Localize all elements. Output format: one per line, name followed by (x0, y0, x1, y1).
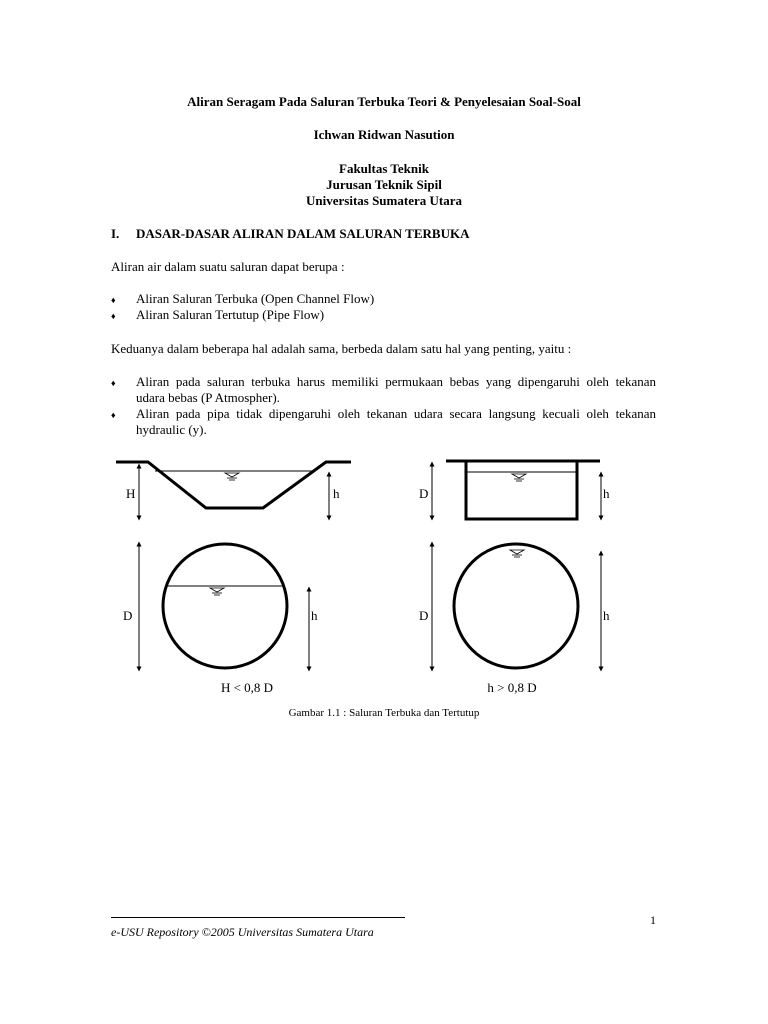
pipe-near-full-flow (419, 544, 610, 669)
condition-right: h > 0,8 D (487, 680, 537, 695)
page-number: 1 (650, 913, 656, 927)
rectangle-channel (419, 461, 610, 519)
label-D: D (419, 486, 429, 501)
footer-rule (111, 917, 405, 918)
paper-title: Aliran Seragam Pada Saluran Terbuka Teori & Penyelesaian Soal-Soal (187, 94, 581, 109)
section-number: I. (111, 226, 120, 241)
faculty: Fakultas Teknik (339, 161, 429, 176)
comparison-paragraph: Keduanya dalam beberapa hal adalah sama, berbeda dalam satu hal yang penting, yaitu : (111, 341, 572, 356)
label-D: D (123, 608, 133, 623)
intro-paragraph: Aliran air dalam suatu saluran dapat berupa : (111, 259, 345, 274)
water-surface-icon (225, 473, 239, 480)
list-item-line: Aliran pada pipa tidak dipengaruhi oleh tekanan udara secara langsung kecuali oleh tekanan (136, 406, 656, 421)
bullet-icon: ♦ (111, 295, 116, 305)
figure-caption: Gambar 1.1 : Saluran Terbuka dan Tertutup (288, 707, 480, 719)
list-item-line: udara bebas (P Atmospher). (136, 390, 280, 405)
department: Jurusan Teknik Sipil (326, 177, 442, 192)
label-h: h (311, 608, 318, 623)
list-item-line: Aliran pada saluran terbuka harus memiliki permukaan bebas yang dipengaruhi oleh tekanan (136, 374, 656, 389)
pipe-partial-flow (123, 544, 318, 669)
condition-left: H < 0,8 D (220, 680, 274, 695)
trapezoid-channel (116, 462, 351, 518)
section-title: DASAR-DASAR ALIRAN DALAM SALURAN TERBUKA (136, 226, 470, 241)
water-surface-icon (210, 588, 224, 595)
bullet-icon: ♦ (111, 410, 116, 420)
label-h: h (603, 486, 610, 501)
label-D: D (419, 608, 429, 623)
list-item-text: Aliran Saluran Tertutup (Pipe Flow) (136, 307, 325, 322)
footer-source: e-USU Repository ©2005 Universitas Sumatera Utara (111, 925, 374, 939)
bullet-icon: ♦ (111, 311, 116, 321)
university: Universitas Sumatera Utara (306, 193, 462, 208)
label-h: h (603, 608, 610, 623)
label-h: h (333, 486, 340, 501)
author-name: Ichwan Ridwan Nasution (313, 127, 455, 142)
label-H: H (126, 486, 136, 501)
water-surface-icon (512, 474, 526, 481)
list-item-line: hydraulic (y). (136, 422, 207, 437)
bullet-icon: ♦ (111, 378, 116, 388)
water-surface-icon (510, 550, 524, 557)
list-item-text: Aliran Saluran Terbuka (Open Channel Flow) (136, 291, 375, 306)
